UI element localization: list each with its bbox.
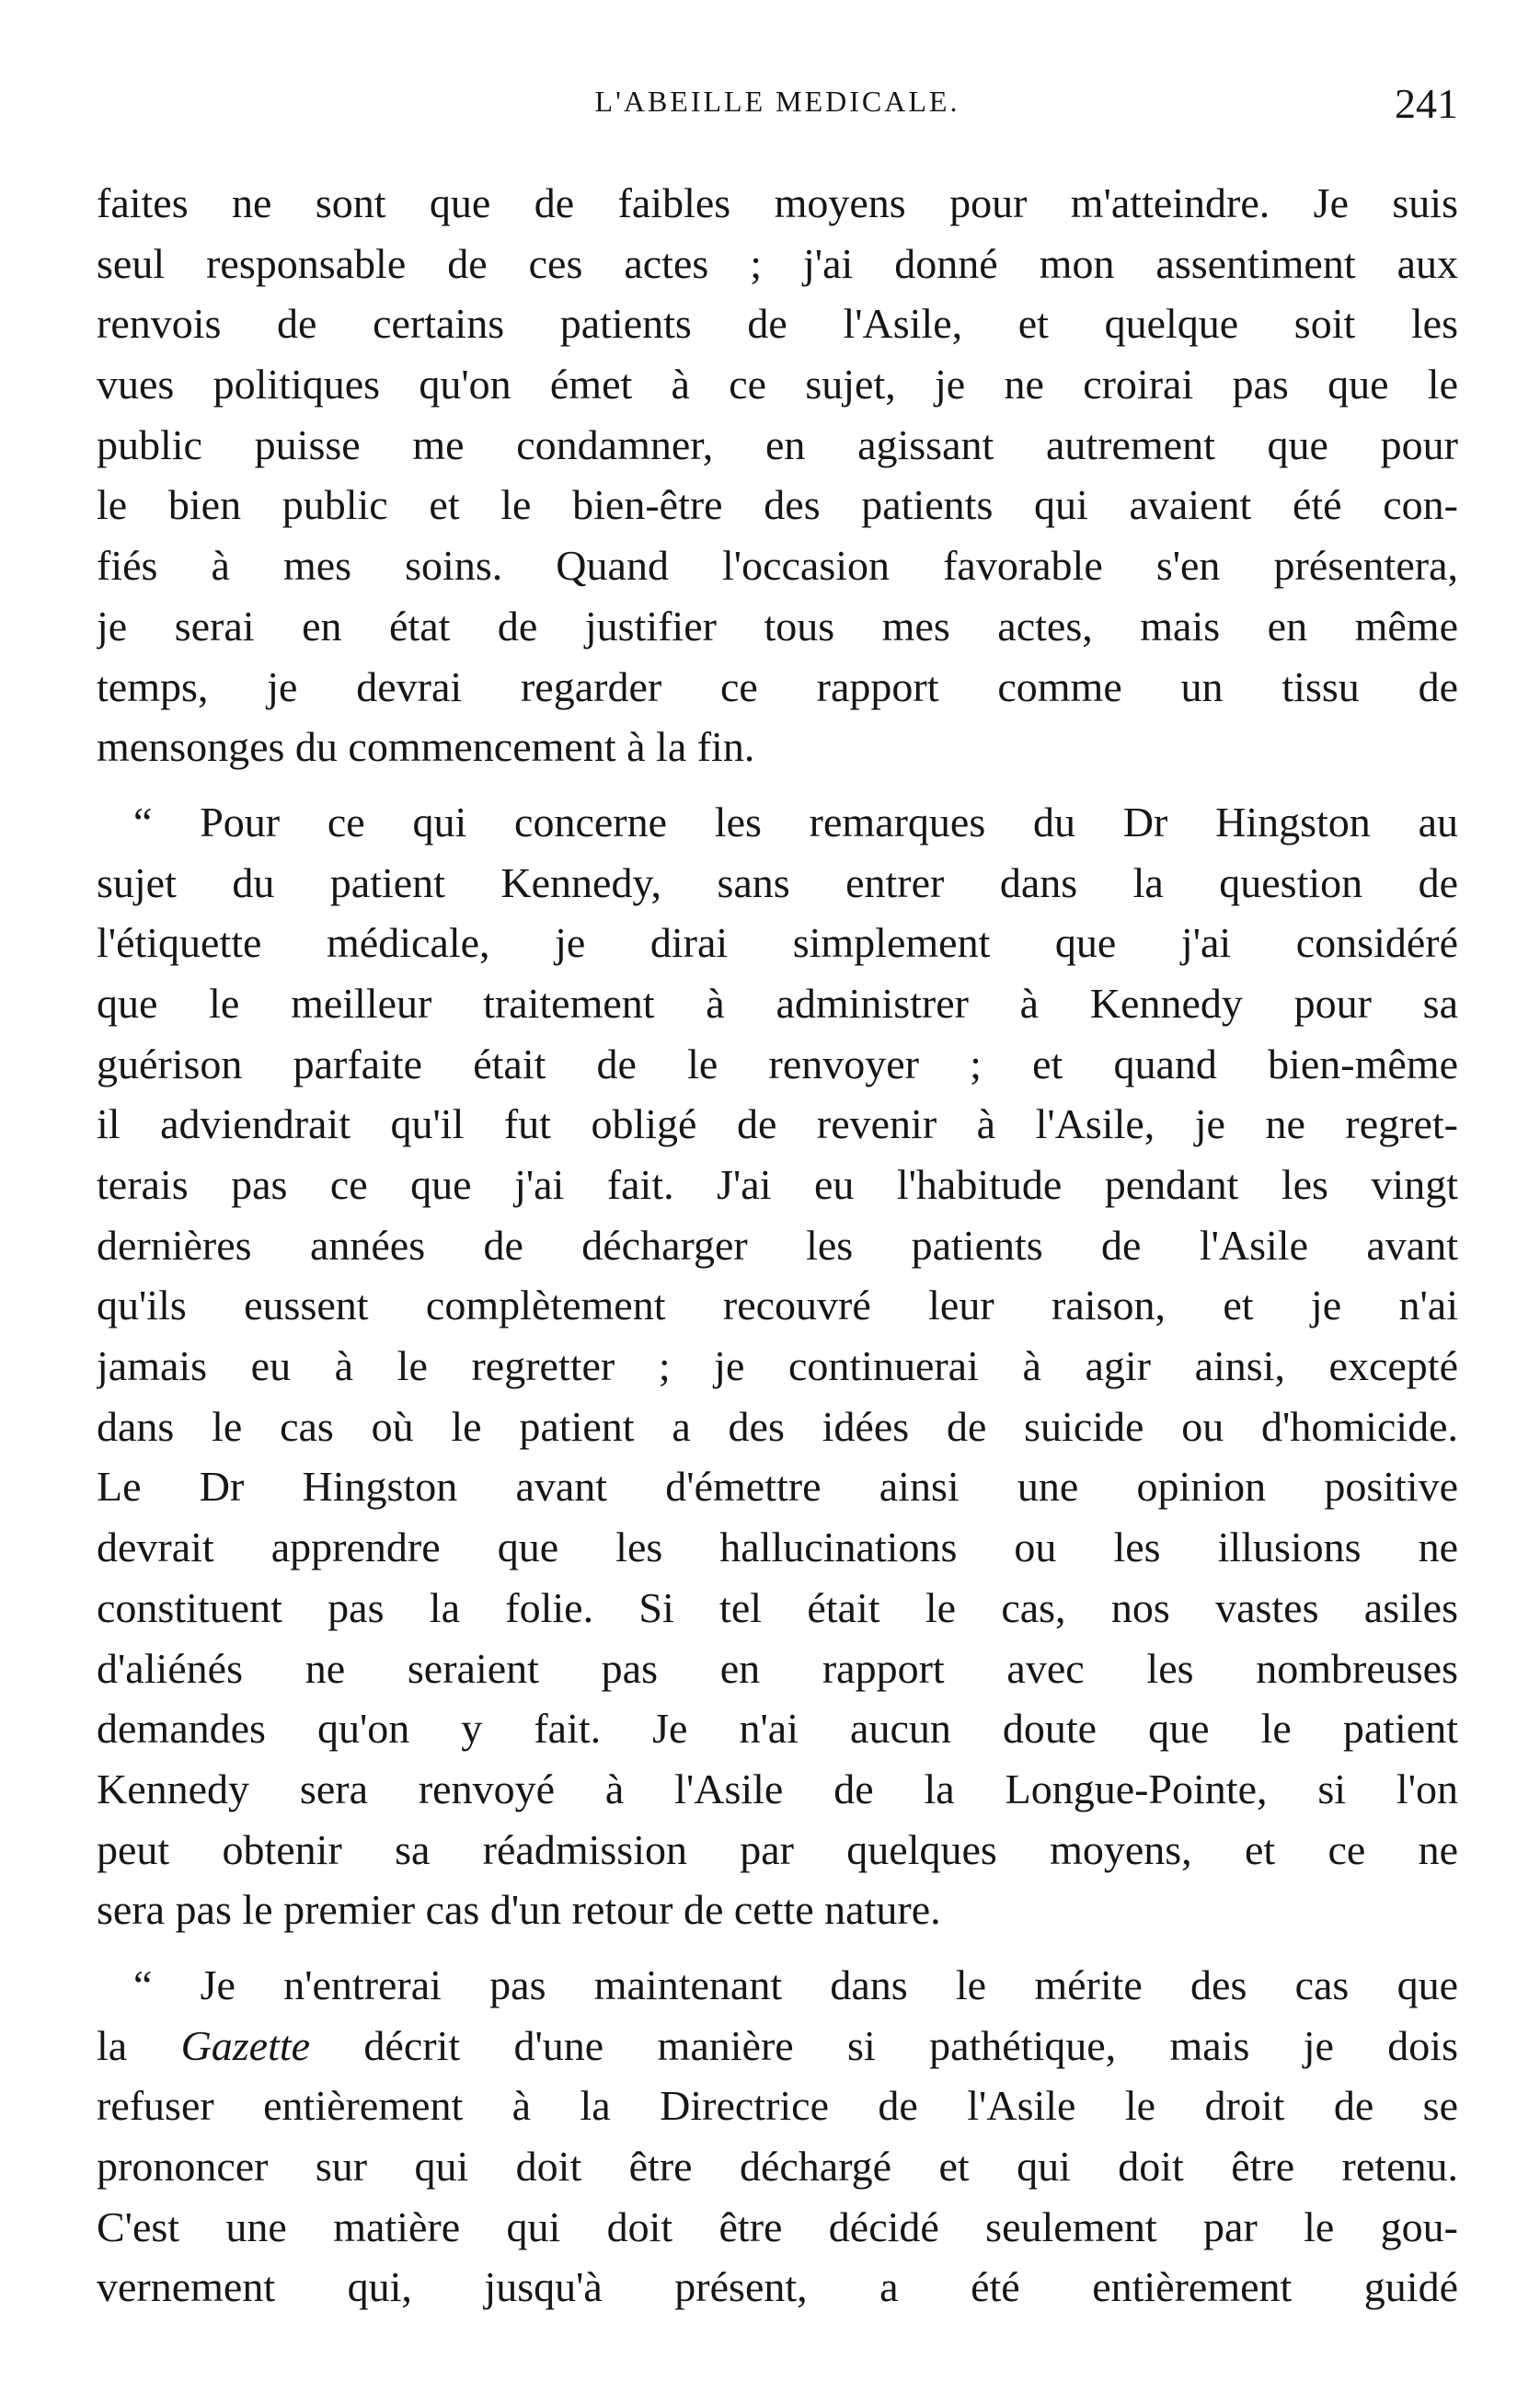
text-line: prononcer sur qui doit être déchargé et qui doit être retenu. — [97, 2143, 1458, 2190]
newspaper-title: Gazette — [180, 2021, 311, 2069]
text-line: fiés à mes soins. Quand l'occasion favorable s'en présentera, — [97, 542, 1458, 590]
paragraph-gap — [97, 777, 1458, 792]
text-line: “ Je n'entrerai pas maintenant dans le mérite des cas que — [133, 1961, 1458, 2008]
text-line: mensonges du commencement à la fin. — [97, 723, 755, 771]
text-line: d'aliénés ne seraient pas en rapport avec les nombreuses — [97, 1644, 1458, 1692]
text-line: sera pas le premier cas d'un retour de cette nature. — [97, 1886, 941, 1934]
text-line: jamais eu à le regretter ; je continuerai à agir ainsi, excepté — [97, 1342, 1458, 1390]
text-line: il adviendrait qu'il fut obligé de revenir à l'Asile, je ne regret- — [97, 1100, 1458, 1148]
text-line: vues politiques qu'on émet à ce sujet, je ne croirai pas que le — [97, 361, 1458, 408]
paragraph-2 — [97, 792, 1458, 1940]
text-line: peut obtenir sa réadmission par quelques moyens, et ce ne — [97, 1825, 1458, 1873]
text-line: dans le cas où le patient a des idées de suicide ou d'homicide. — [97, 1402, 1458, 1450]
text-line: renvois de certains patients de l'Asile, et quelque soit les — [97, 300, 1458, 348]
text-fragment: la — [97, 2021, 181, 2069]
paragraph-gap — [97, 1940, 1458, 1955]
paragraph-1 — [97, 173, 1458, 777]
text-line: vernement qui, jusqu'à présent, a été entièrement guidé — [97, 2263, 1458, 2311]
running-title: L'ABEILLE MEDICALE. — [594, 85, 960, 118]
text-line: refuser entièrement à la Directrice de l'Asile le droit de se — [97, 2082, 1458, 2130]
text-line: C'est une matière qui doit être décidé seulement par le gou- — [97, 2203, 1458, 2250]
text-line — [97, 2016, 1458, 2076]
body-text — [97, 173, 1458, 2318]
page-number: 241 — [1395, 80, 1458, 127]
text-line: l'étiquette médicale, je dirai simplement que j'ai considéré — [97, 919, 1458, 967]
text-line: demandes qu'on y fait. Je n'ai aucun doute que le patient — [97, 1705, 1458, 1753]
text-line: seul responsable de ces actes ; j'ai donné mon assentiment aux — [97, 239, 1458, 287]
text-line: terais pas ce que j'ai fait. J'ai eu l'habitude pendant les vingt — [97, 1161, 1458, 1208]
text-line: temps, je devrai regarder ce rapport comme un tissu de — [97, 662, 1458, 710]
paragraph-3 — [97, 1955, 1458, 2318]
text-line: le bien public et le bien-être des patients qui avaient été con- — [97, 481, 1458, 529]
text-line: constituent pas la folie. Si tel était le cas, nos vastes asiles — [97, 1583, 1458, 1631]
text-line: Kennedy sera renvoyé à l'Asile de la Longue-Pointe, si l'on — [97, 1765, 1458, 1812]
text-line: faites ne sont que de faibles moyens pour m'atteindre. Je suis — [97, 179, 1458, 226]
text-line: “ Pour ce qui concerne les remarques du Dr Hingston au — [133, 798, 1458, 845]
text-fragment: décrit d'une manière si pathétique, mais je dois — [310, 2021, 1458, 2069]
text-line: je serai en état de justifier tous mes actes, mais en même — [97, 602, 1458, 650]
text-line: public puisse me condamner, en agissant autrement que pour — [97, 420, 1458, 468]
text-line: guérison parfaite était de le renvoyer ; et quand bien-même — [97, 1040, 1458, 1087]
text-line: devrait apprendre que les hallucinations ou les illusions ne — [97, 1524, 1458, 1571]
text-line: sujet du patient Kennedy, sans entrer dans la question de — [97, 858, 1458, 906]
text-line: qu'ils eussent complètement recouvré leur raison, et je n'ai — [97, 1282, 1458, 1329]
running-header — [97, 80, 1458, 140]
text-line: Le Dr Hingston avant d'émettre ainsi une opinion positive — [97, 1463, 1458, 1511]
text-line: dernières années de décharger les patients de l'Asile avant — [97, 1221, 1458, 1269]
text-line: que le meilleur traitement à administrer à Kennedy pour sa — [97, 979, 1458, 1027]
